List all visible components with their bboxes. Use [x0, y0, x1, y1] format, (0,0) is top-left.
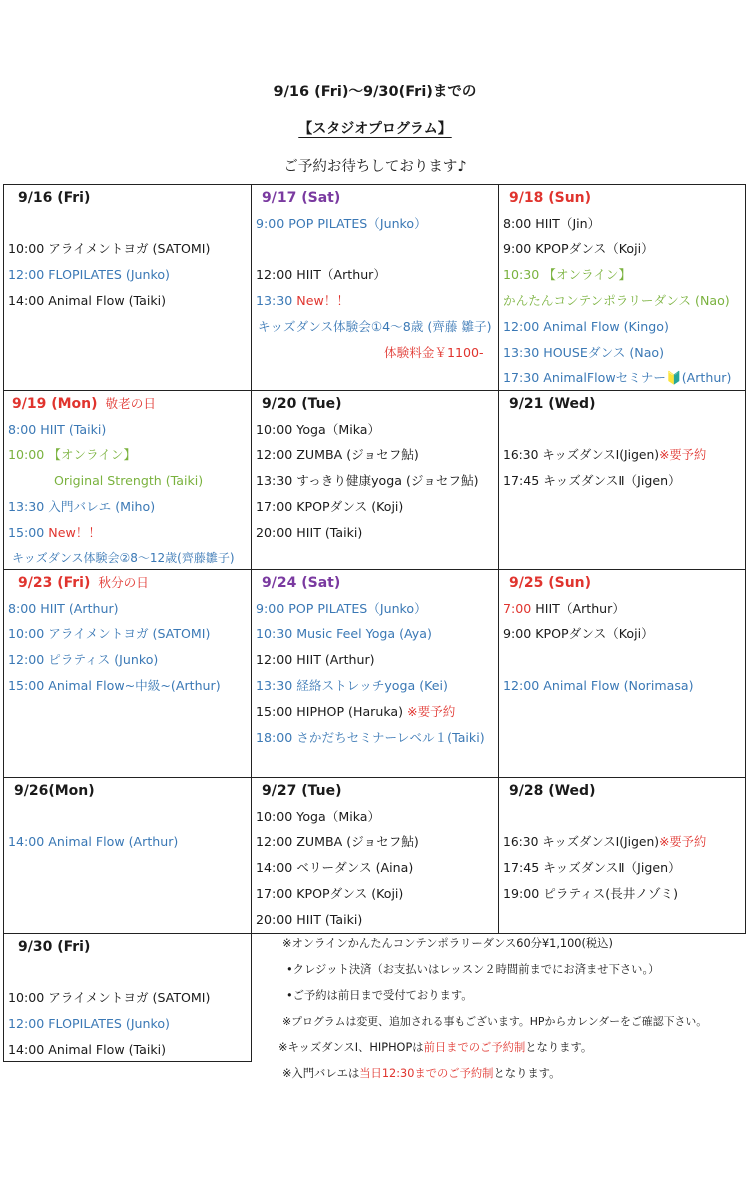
holiday-label: 秋分の日: [98, 575, 149, 590]
class-entry: 8:00 HIIT (Taiki): [8, 422, 107, 437]
class-entry: 17:00 KPOPダンス (Koji): [256, 499, 404, 514]
class-entry: キッズダンス体験会②8～12歳(齊藤雛子): [12, 551, 235, 565]
class-entry: 10:00 Yoga（Mika）: [256, 422, 381, 437]
class-entry: [503, 601, 745, 617]
class-name: 16:30 キッズダンスⅠ(Jigen): [503, 448, 660, 462]
class-time: 13:30: [256, 293, 297, 308]
class-entry: [503, 370, 745, 386]
note-reservation: •ご予約は前日まで受付ております。: [286, 989, 473, 1002]
class-entry: 10:00 Yoga（Mika）: [256, 809, 381, 824]
reservation-note: ※要予約: [659, 448, 707, 462]
day-header: [18, 575, 251, 591]
class-entry: Original Strength (Taiki): [54, 473, 204, 488]
class-name: HIIT（Arthur）: [531, 601, 625, 616]
class-entry: 10:30 Music Feel Yoga (Aya): [256, 626, 432, 641]
note-text: ※入門バレエは: [282, 1067, 360, 1080]
day-label: 9/24 (Sat): [262, 575, 341, 591]
day-label: 9/20 (Tue): [262, 396, 342, 412]
class-entry: 12:00 Animal Flow (Norimasa): [503, 678, 694, 693]
subtitle-text: 【スタジオプログラム】: [298, 121, 452, 137]
day-label: 9/28 (Wed): [509, 783, 596, 799]
class-entry: 14:00 Animal Flow (Taiki): [8, 1042, 167, 1057]
cell-0916: [3, 184, 252, 391]
class-entry: [8, 525, 251, 541]
new-badge: New！！: [48, 525, 101, 540]
class-entry: [256, 704, 498, 720]
day-label: 9/17 (Sat): [262, 190, 341, 206]
class-entry: 12:00 Animal Flow (Kingo): [503, 319, 669, 334]
class-entry: 12:00 FLOPILATES (Junko): [8, 267, 170, 282]
cell-0924: [251, 569, 499, 778]
class-entry: [256, 293, 498, 309]
class-entry: 13:30 すっきり健康yoga (ジョセフ鮎): [256, 473, 479, 488]
class-entry: 8:00 HIIT (Arthur): [8, 601, 119, 616]
day-header: [12, 396, 251, 412]
class-entry: 10:00 【オンライン】: [8, 447, 137, 462]
class-entry: 17:45 キッズダンスⅡ（Jigen）: [503, 860, 681, 875]
class-entry: 19:00 ピラティス(長井ノゾミ): [503, 886, 679, 901]
class-name: 16:30 キッズダンスⅠ(Jigen): [503, 835, 660, 849]
cell-0925: [498, 569, 746, 778]
class-name: 17:30 AnimalFlowセミナー: [503, 370, 666, 385]
class-entry: 20:00 HIIT (Taiki): [256, 525, 363, 540]
class-entry: 10:00 アライメントヨガ (SATOMI): [8, 626, 211, 641]
class-entry: 10:00 アライメントヨガ (SATOMI): [8, 990, 211, 1005]
class-entry: 12:00 ZUMBA (ジョセフ鮎): [256, 447, 419, 462]
note-text: となります。: [493, 1067, 561, 1080]
class-time: 15:00: [8, 525, 49, 540]
class-entry: かんたんコンテンポラリーダンス (Nao): [503, 293, 730, 308]
day-label: 9/16 (Fri): [18, 190, 91, 206]
class-entry: 17:45 キッズダンスⅡ（Jigen）: [503, 473, 681, 488]
day-label: 9/19 (Mon): [12, 396, 98, 412]
class-entry: 18:00 さかだちセミナーレベル１(Taiki): [256, 730, 485, 745]
class-entry: 13:30 HOUSEダンス (Nao): [503, 345, 665, 360]
class-entry: 15:00 Animal Flow~中級~(Arthur): [8, 678, 221, 693]
note-program-change: ※プログラムは変更、追加される事もございます。HPからカレンダーをご確認下さい。: [282, 1015, 708, 1028]
day-label: 9/18 (Sun): [509, 190, 592, 206]
class-entry: 13:30 経絡ストレッチyoga (Kei): [256, 678, 448, 693]
class-entry: 14:00 ベリーダンス (Aina): [256, 860, 414, 875]
class-entry: 9:00 KPOPダンス（Koji）: [503, 626, 654, 641]
day-label: 9/27 (Tue): [262, 783, 342, 799]
new-badge: New！！: [296, 293, 349, 308]
class-entry: 9:00 POP PILATES（Junko）: [256, 601, 427, 616]
page-subtitle: [0, 118, 750, 138]
class-entry: 9:00 POP PILATES（Junko）: [256, 216, 427, 231]
class-entry: 12:00 ピラティス (Junko): [8, 652, 159, 667]
note-online-fee: ※オンラインかんたんコンテンポラリーダンス60分¥1,100(税込): [282, 937, 613, 950]
instructor-name: (Arthur): [681, 370, 732, 385]
note-text: ※キッズダンスⅠ、HIPHOPは: [278, 1041, 424, 1054]
class-entry: [503, 447, 745, 463]
class-entry: キッズダンス体験会①4～8歳 (齊藤 雛子): [258, 319, 492, 334]
reservation-note: ※要予約: [659, 835, 707, 849]
cell-0927: [251, 777, 499, 934]
note-highlight: 前日までのご予約制: [423, 1041, 526, 1054]
class-entry: 12:00 FLOPILATES (Junko): [8, 1016, 170, 1031]
class-time: 7:00: [503, 601, 532, 616]
cell-0921: [498, 390, 746, 570]
cell-0917: [251, 184, 499, 391]
cell-0928: [498, 777, 746, 934]
class-entry: 12:00 HIIT (Arthur): [256, 652, 375, 667]
day-label: 9/26(Mon): [14, 783, 95, 799]
cell-0930: [3, 933, 252, 1062]
class-entry: 14:00 Animal Flow (Taiki): [8, 293, 167, 308]
cell-0918: [498, 184, 746, 391]
fee-note: 体験料金￥1100-: [384, 345, 484, 360]
day-label: 9/25 (Sun): [509, 575, 592, 591]
day-label: 9/30 (Fri): [18, 939, 91, 955]
class-entry: 8:00 HIIT（Jin）: [503, 216, 601, 231]
holiday-label: 敬老の日: [105, 396, 156, 411]
note-ballet: [282, 1067, 560, 1081]
cell-0926: [3, 777, 252, 934]
class-entry: 13:30 入門バレエ (Miho): [8, 499, 156, 514]
reservation-note: ※要予約: [407, 704, 456, 719]
class-entry: 17:00 KPOPダンス (Koji): [256, 886, 404, 901]
class-entry: 12:00 ZUMBA (ジョセフ鮎): [256, 834, 419, 849]
note-kids-hiphop: [278, 1041, 592, 1055]
class-name: 15:00 HIPHOP (Haruka): [256, 704, 408, 719]
beginner-mark-icon: 🔰: [666, 370, 682, 385]
class-entry: 20:00 HIIT (Taiki): [256, 912, 363, 927]
day-label: 9/23 (Fri): [18, 575, 91, 591]
cell-0920: [251, 390, 499, 570]
class-entry: 10:00 アライメントヨガ (SATOMI): [8, 241, 211, 256]
class-entry: 9:00 KPOPダンス（Koji）: [503, 241, 654, 256]
greeting: ご予約お待ちしております♪: [283, 159, 467, 175]
cell-0923: [3, 569, 252, 778]
class-entry: 14:00 Animal Flow (Arthur): [8, 834, 179, 849]
cell-0919: [3, 390, 252, 570]
note-text: となります。: [525, 1041, 593, 1054]
day-label: 9/21 (Wed): [509, 396, 596, 412]
note-highlight: 当日12:30までのご予約制: [359, 1067, 494, 1080]
class-entry: 12:00 HIIT（Arthur）: [256, 267, 386, 282]
note-credit: •クレジット決済（お支払いはレッスン２時間前までにお済ませ下さい。）: [286, 963, 660, 976]
page-title: 9/16 (Fri)～9/30(Fri)までの: [273, 84, 477, 100]
class-entry: [503, 834, 745, 850]
class-entry: 10:30 【オンライン】: [503, 267, 632, 282]
